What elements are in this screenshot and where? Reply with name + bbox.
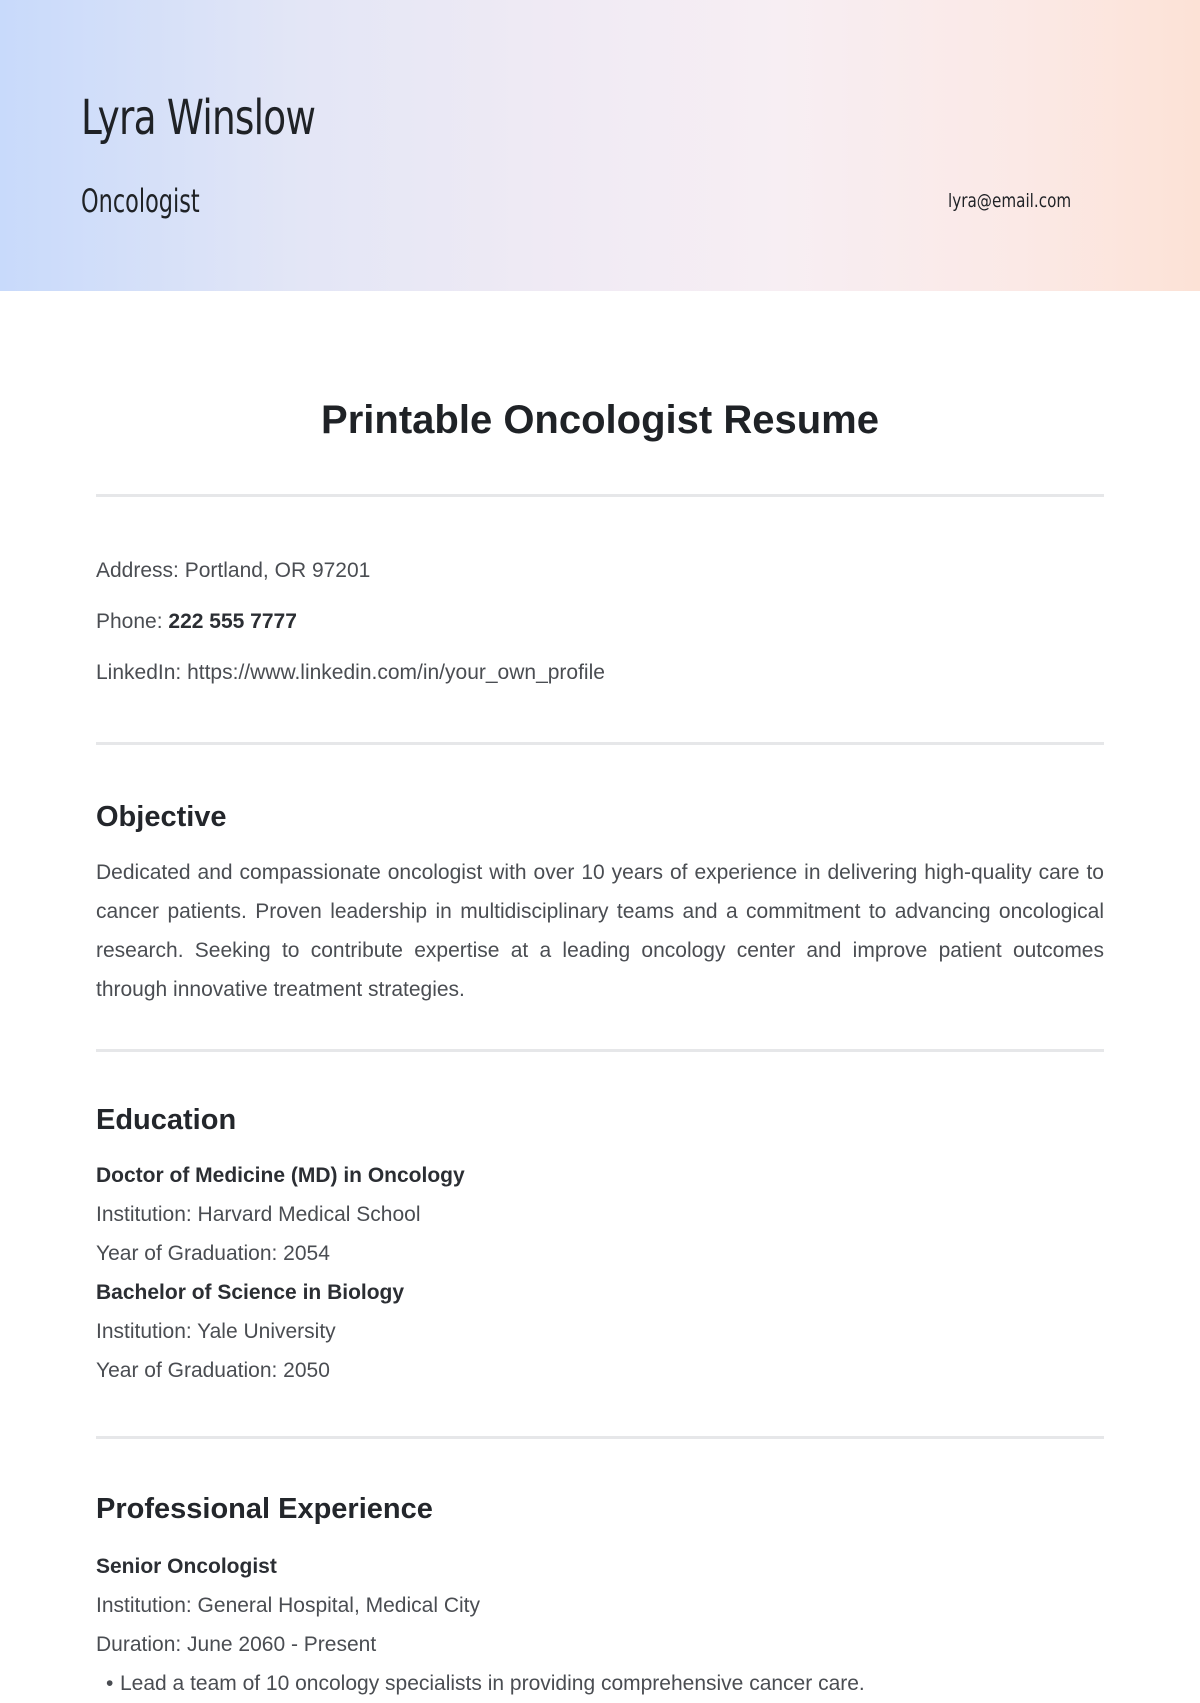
address-value: Portland, OR 97201 — [184, 559, 371, 582]
candidate-name: Lyra Winslow — [81, 90, 316, 146]
address-label: Address: — [96, 559, 179, 582]
resume-body — [96, 291, 1104, 1703]
phone-value: 222 555 7777 — [168, 610, 297, 633]
objective-title: Objective — [96, 801, 227, 833]
experience-title: Professional Experience — [96, 1493, 433, 1525]
education-title: Education — [96, 1104, 237, 1136]
phone-label: Phone: — [96, 610, 163, 633]
candidate-email: lyra@email.com — [948, 190, 1072, 212]
linkedin-line — [96, 647, 1104, 698]
resume-header — [0, 0, 1200, 291]
contact-section — [96, 497, 1104, 742]
address-line — [96, 545, 1104, 596]
linkedin-url: https://www.linkedin.com/in/your_own_profile — [187, 661, 605, 684]
candidate-role: Oncologist — [81, 182, 200, 220]
education-institution: Institution: Yale University — [96, 1320, 336, 1343]
education-degree: Doctor of Medicine (MD) in Oncology — [96, 1164, 465, 1187]
education-year: Year of Graduation: 2050 — [96, 1359, 330, 1382]
experience-position: Senior Oncologist — [96, 1555, 277, 1578]
experience-bullets — [96, 1664, 1104, 1703]
education-degree: Bachelor of Science in Biology — [96, 1281, 405, 1304]
experience-bullet: • Lead a team of 10 oncology specialists in providing comprehensive cancer care. — [96, 1664, 1104, 1703]
experience-duration: Duration: June 2060 - Present — [96, 1633, 377, 1656]
education-list — [96, 1156, 1104, 1390]
objective-text: Dedicated and compassionate oncologist with over 10 years of experience in delivering high-quality care to cancer patients. Proven leadership in multidisciplinary teams and a commitment to advancing oncological research. Seeking to contribute expertise at a leading oncology center and improve patient outcomes through innovative treatment strategies. — [96, 861, 1104, 1001]
document-title: Printable Oncologist Resume — [321, 398, 879, 442]
experience-section — [96, 1439, 1104, 1703]
education-section — [96, 1052, 1104, 1436]
linkedin-label: LinkedIn: — [96, 661, 182, 684]
phone-line — [96, 596, 1104, 647]
experience-list — [96, 1547, 1104, 1703]
objective-section — [96, 745, 1104, 1049]
education-institution: Institution: Harvard Medical School — [96, 1203, 421, 1226]
experience-institution: Institution: General Hospital, Medical City — [96, 1594, 480, 1617]
education-year: Year of Graduation: 2054 — [96, 1242, 330, 1265]
